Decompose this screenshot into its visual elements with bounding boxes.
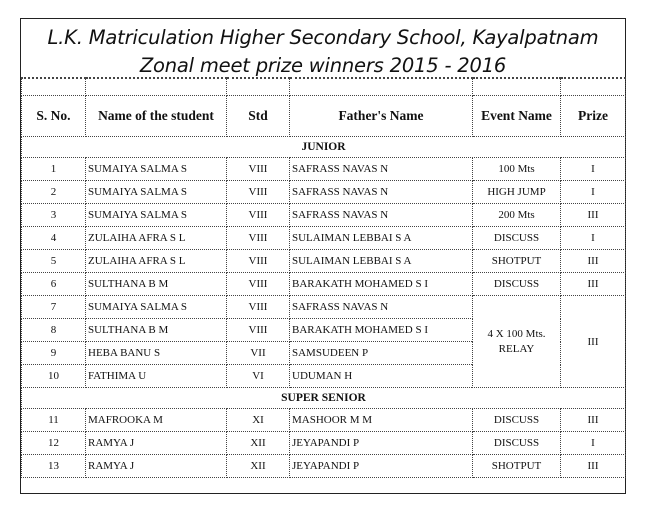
relay-event-line-2: RELAY xyxy=(498,342,535,355)
cell-sno: 1 xyxy=(22,158,86,181)
cell-prize: I xyxy=(561,227,626,250)
relay-event-cell xyxy=(473,296,561,388)
cell-std: XI xyxy=(227,409,290,432)
header-event: Event Name xyxy=(473,96,561,137)
cell-father: BARAKATH MOHAMED S I xyxy=(290,319,473,342)
cell-father: UDUMAN H xyxy=(290,365,473,388)
cell-std: VIII xyxy=(227,204,290,227)
cell-std: VI xyxy=(227,365,290,388)
cell-event: DISCUSS xyxy=(473,409,561,432)
cell-sno: 13 xyxy=(22,455,86,478)
cell-std: VIII xyxy=(227,227,290,250)
header-prize: Prize xyxy=(561,96,626,137)
cell-prize: III xyxy=(561,409,626,432)
cell-sno: 10 xyxy=(22,365,86,388)
cell-prize: III xyxy=(561,273,626,296)
cell-father: SAMSUDEEN P xyxy=(290,342,473,365)
cell-sno: 6 xyxy=(22,273,86,296)
cell-event: 100 Mts xyxy=(473,158,561,181)
cell-name: SUMAIYA SALMA S xyxy=(86,158,227,181)
cell-name: RAMYA J xyxy=(86,455,227,478)
cell-father: JEYAPANDI P xyxy=(290,432,473,455)
cell-event: 200 Mts xyxy=(473,204,561,227)
cell-name: SULTHANA B M xyxy=(86,319,227,342)
table-row xyxy=(22,296,626,319)
cell-std: XII xyxy=(227,455,290,478)
cell-name: MAFROOKA M xyxy=(86,409,227,432)
table-row xyxy=(22,227,626,250)
spacer-row xyxy=(22,78,626,96)
header-name: Name of the student xyxy=(86,96,227,137)
header-sno: S. No. xyxy=(22,96,86,137)
cell-name: ZULAIHA AFRA S L xyxy=(86,227,227,250)
cell-prize: III xyxy=(561,455,626,478)
cell-father: SULAIMAN LEBBAI S A xyxy=(290,227,473,250)
cell-name: FATHIMA U xyxy=(86,365,227,388)
cell-name: SUMAIYA SALMA S xyxy=(86,181,227,204)
header-father: Father's Name xyxy=(290,96,473,137)
title-line-2: Zonal meet prize winners 2015 - 2016 xyxy=(139,54,507,77)
cell-sno: 3 xyxy=(22,204,86,227)
section-row-super-senior xyxy=(22,388,626,409)
section-label-super-senior: SUPER SENIOR xyxy=(22,388,626,409)
cell-std: VIII xyxy=(227,319,290,342)
cell-name: SUMAIYA SALMA S xyxy=(86,296,227,319)
cell-name: ZULAIHA AFRA S L xyxy=(86,250,227,273)
cell-std: XII xyxy=(227,432,290,455)
cell-prize: III xyxy=(561,250,626,273)
cell-sno: 11 xyxy=(22,409,86,432)
header-row xyxy=(22,96,626,137)
relay-prize-cell: III xyxy=(561,296,626,388)
cell-sno: 9 xyxy=(22,342,86,365)
cell-event: SHOTPUT xyxy=(473,250,561,273)
section-row-junior xyxy=(22,137,626,158)
table-row xyxy=(22,432,626,455)
page-title xyxy=(20,24,626,80)
table-row xyxy=(22,409,626,432)
cell-sno: 7 xyxy=(22,296,86,319)
cell-father: SAFRASS NAVAS N xyxy=(290,158,473,181)
cell-std: VII xyxy=(227,342,290,365)
cell-prize: I xyxy=(561,181,626,204)
cell-father: SAFRASS NAVAS N xyxy=(290,296,473,319)
cell-sno: 12 xyxy=(22,432,86,455)
cell-event: DISCUSS xyxy=(473,432,561,455)
cell-sno: 5 xyxy=(22,250,86,273)
cell-father: MASHOOR M M xyxy=(290,409,473,432)
table-row xyxy=(22,158,626,181)
cell-father: SAFRASS NAVAS N xyxy=(290,181,473,204)
cell-prize: III xyxy=(561,204,626,227)
table-row xyxy=(22,250,626,273)
table-row xyxy=(22,455,626,478)
cell-sno: 4 xyxy=(22,227,86,250)
cell-father: SULAIMAN LEBBAI S A xyxy=(290,250,473,273)
cell-sno: 8 xyxy=(22,319,86,342)
table-row xyxy=(22,181,626,204)
cell-std: VIII xyxy=(227,250,290,273)
relay-event-line-1: 4 X 100 Mts. xyxy=(487,327,546,340)
cell-name: SULTHANA B M xyxy=(86,273,227,296)
cell-name: HEBA BANU S xyxy=(86,342,227,365)
title-line-1: L.K. Matriculation Higher Secondary School, Kayalpatnam xyxy=(47,26,599,49)
header-std: Std xyxy=(227,96,290,137)
cell-father: BARAKATH MOHAMED S I xyxy=(290,273,473,296)
cell-sno: 2 xyxy=(22,181,86,204)
cell-prize: I xyxy=(561,432,626,455)
cell-prize: I xyxy=(561,158,626,181)
cell-event: DISCUSS xyxy=(473,227,561,250)
cell-name: SUMAIYA SALMA S xyxy=(86,204,227,227)
cell-std: VIII xyxy=(227,181,290,204)
cell-std: VIII xyxy=(227,273,290,296)
prize-winners-table xyxy=(21,77,626,478)
table-row xyxy=(22,273,626,296)
cell-father: JEYAPANDI P xyxy=(290,455,473,478)
cell-std: VIII xyxy=(227,158,290,181)
cell-father: SAFRASS NAVAS N xyxy=(290,204,473,227)
cell-name: RAMYA J xyxy=(86,432,227,455)
cell-event: SHOTPUT xyxy=(473,455,561,478)
section-label-junior: JUNIOR xyxy=(22,137,626,158)
table-row xyxy=(22,204,626,227)
cell-event: DISCUSS xyxy=(473,273,561,296)
cell-event: HIGH JUMP xyxy=(473,181,561,204)
cell-std: VIII xyxy=(227,296,290,319)
